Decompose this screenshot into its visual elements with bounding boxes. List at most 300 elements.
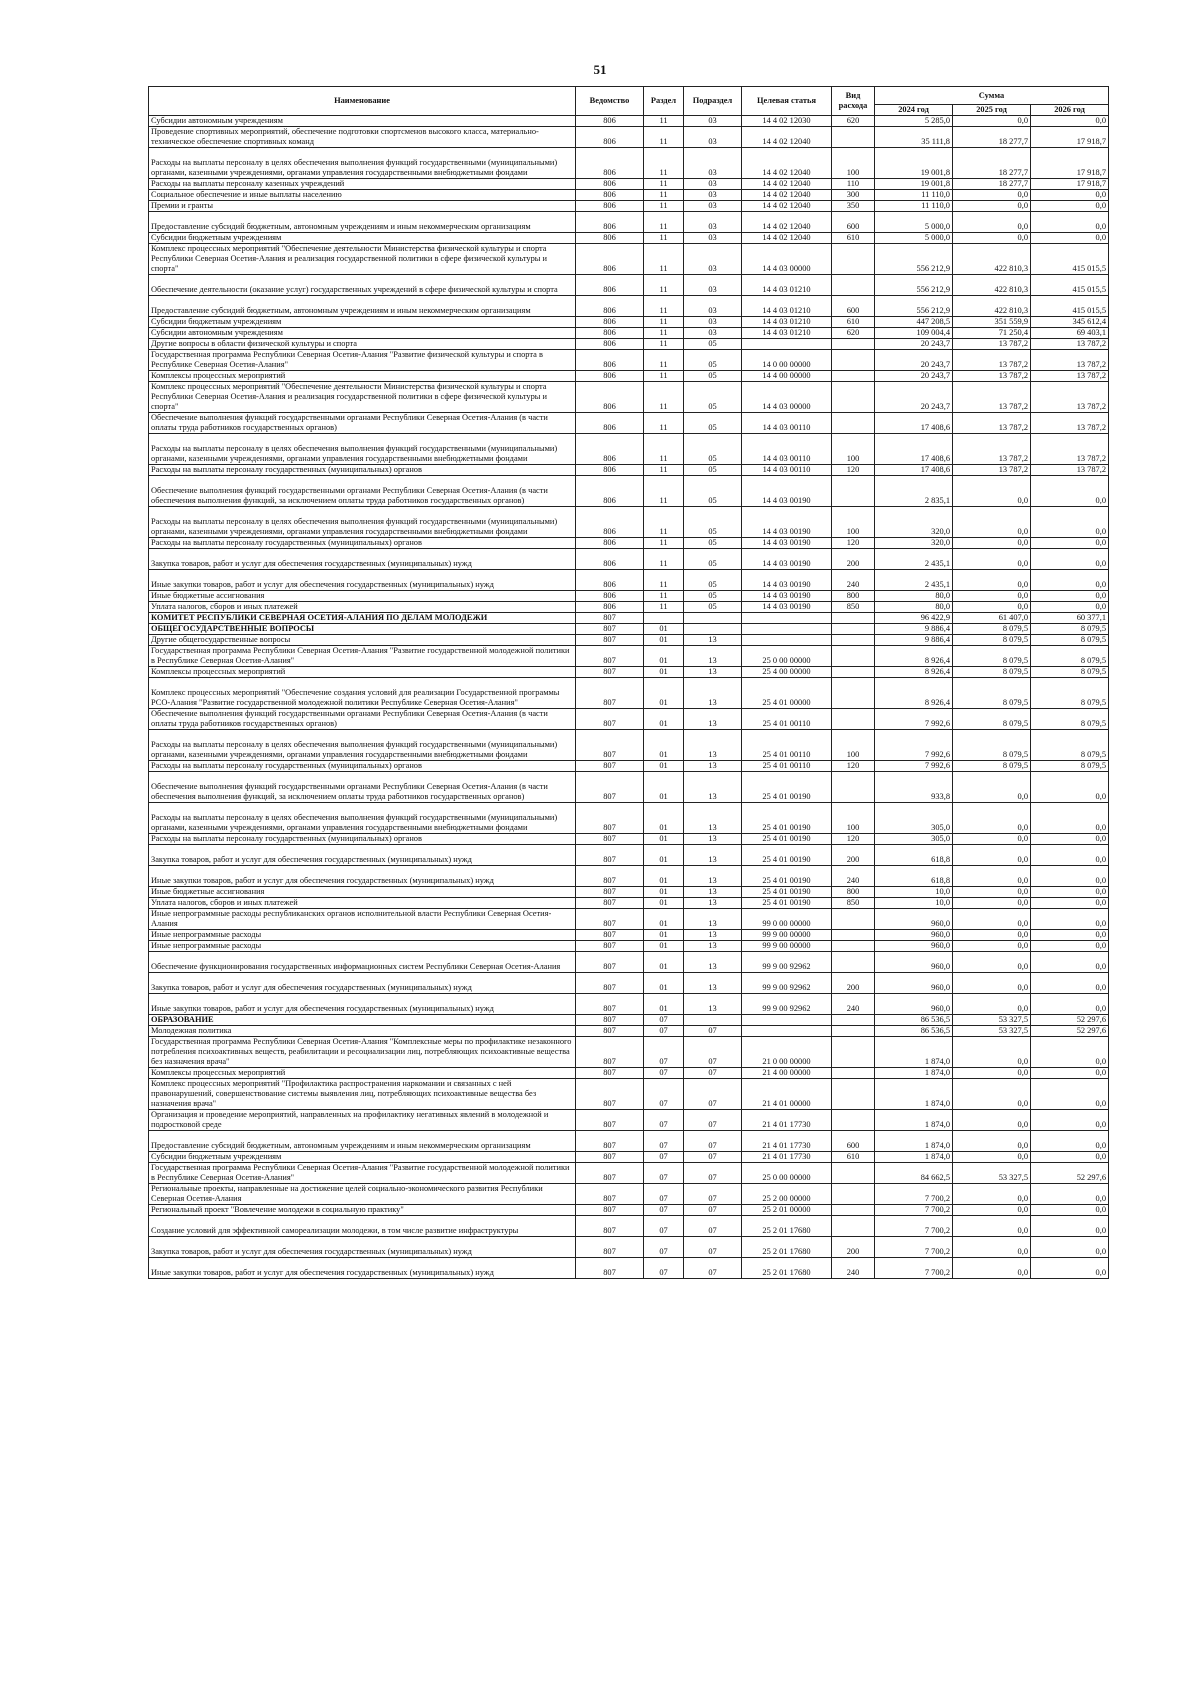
table-cell-name: Обеспечение деятельности (оказание услуг) государственных учреждений в сфере физической культуры и спорта: [149, 275, 576, 296]
table-cell-dept: 807: [576, 635, 644, 646]
table-cell-target: 14 4 03 00110: [742, 413, 832, 434]
table-cell-2025: 18 277,7: [953, 127, 1031, 148]
table-cell-2025: 0,0: [953, 570, 1031, 591]
table-cell-kind: [832, 1205, 875, 1216]
table-cell-2024: 7 700,2: [875, 1184, 953, 1205]
table-cell-name: Иные непрограммные расходы: [149, 941, 576, 952]
header-target: Целевая статья: [742, 87, 832, 116]
table-cell-2025: 0,0: [953, 1068, 1031, 1079]
table-cell-kind: [832, 1110, 875, 1131]
table-cell-target: 25 4 01 00190: [742, 845, 832, 866]
table-cell-subsection: 03: [684, 212, 742, 233]
table-cell-target: [742, 1015, 832, 1026]
table-cell-name: Обеспечение выполнения функций государственными органами Республики Северная Осетия-Алания (в части обеспечения выполнения функций, за исключением оплаты труда работников государственных органов): [149, 772, 576, 803]
table-cell-2024: 1 874,0: [875, 1037, 953, 1068]
table-cell-2025: 0,0: [953, 930, 1031, 941]
table-row: [149, 952, 1109, 973]
table-cell-target: 14 4 03 01210: [742, 328, 832, 339]
table-cell-2026: 0,0: [1031, 549, 1109, 570]
table-cell-2024: 556 212,9: [875, 244, 953, 275]
table-cell-section: 11: [644, 382, 684, 413]
table-row: [149, 624, 1109, 635]
table-cell-kind: [832, 1037, 875, 1068]
table-cell-2025: 0,0: [953, 941, 1031, 952]
table-cell-2026: 0,0: [1031, 994, 1109, 1015]
table-cell-subsection: 13: [684, 994, 742, 1015]
table-cell-name: Иные закупки товаров, работ и услуг для обеспечения государственных (муниципальных) нужд: [149, 866, 576, 887]
table-cell-name: Предоставление субсидий бюджетным, автономным учреждениям и иным некоммерческим организациям: [149, 1131, 576, 1152]
table-cell-2024: 320,0: [875, 507, 953, 538]
table-cell-2025: 0,0: [953, 201, 1031, 212]
table-cell-subsection: 07: [684, 1026, 742, 1037]
table-cell-2026: 0,0: [1031, 866, 1109, 887]
table-cell-section: 07: [644, 1237, 684, 1258]
table-cell-kind: 240: [832, 1258, 875, 1279]
table-cell-kind: 600: [832, 212, 875, 233]
table-cell-section: 07: [644, 1205, 684, 1216]
table-cell-2024: 86 536,5: [875, 1026, 953, 1037]
table-cell-dept: 807: [576, 866, 644, 887]
table-cell-2024: 19 001,8: [875, 179, 953, 190]
table-cell-kind: 620: [832, 328, 875, 339]
table-cell-name: Государственная программа Республики Северная Осетия-Алания "Развитие физической культуры и спорта в Республике Северная Осетия-Алания": [149, 350, 576, 371]
table-cell-section: 01: [644, 909, 684, 930]
table-cell-2026: 415 015,5: [1031, 244, 1109, 275]
table-row: [149, 845, 1109, 866]
table-cell-kind: 110: [832, 179, 875, 190]
table-row: [149, 1237, 1109, 1258]
table-cell-2026: 8 079,5: [1031, 646, 1109, 667]
table-cell-target: 14 4 03 01210: [742, 296, 832, 317]
table-cell-kind: 620: [832, 116, 875, 127]
table-cell-name: Закупка товаров, работ и услуг для обеспечения государственных (муниципальных) нужд: [149, 1237, 576, 1258]
table-cell-target: 25 2 01 17680: [742, 1258, 832, 1279]
table-cell-dept: 807: [576, 973, 644, 994]
table-cell-2025: 0,0: [953, 549, 1031, 570]
table-cell-target: 25 4 01 00190: [742, 803, 832, 834]
table-cell-2026: 0,0: [1031, 201, 1109, 212]
table-cell-subsection: [684, 1015, 742, 1026]
table-cell-section: 07: [644, 1131, 684, 1152]
table-cell-name: Другие вопросы в области физической культуры и спорта: [149, 339, 576, 350]
table-cell-subsection: 03: [684, 275, 742, 296]
table-cell-dept: 807: [576, 624, 644, 635]
table-cell-kind: [832, 613, 875, 624]
table-cell-2024: 7 992,6: [875, 730, 953, 761]
table-row: [149, 772, 1109, 803]
table-cell-2026: 0,0: [1031, 538, 1109, 549]
table-cell-subsection: [684, 613, 742, 624]
table-cell-section: 01: [644, 624, 684, 635]
table-cell-dept: 807: [576, 709, 644, 730]
table-cell-section: 11: [644, 317, 684, 328]
table-cell-name: Молодежная политика: [149, 1026, 576, 1037]
table-cell-section: 01: [644, 941, 684, 952]
table-cell-dept: 806: [576, 382, 644, 413]
table-cell-2026: 60 377,1: [1031, 613, 1109, 624]
table-cell-2024: 960,0: [875, 952, 953, 973]
table-cell-2025: 8 079,5: [953, 646, 1031, 667]
table-cell-dept: 806: [576, 591, 644, 602]
table-cell-dept: 806: [576, 476, 644, 507]
table-cell-kind: 200: [832, 1237, 875, 1258]
table-cell-target: [742, 613, 832, 624]
table-row: [149, 613, 1109, 624]
table-cell-target: 25 2 00 00000: [742, 1184, 832, 1205]
table-cell-dept: 807: [576, 1026, 644, 1037]
table-cell-name: Субсидии автономным учреждениям: [149, 116, 576, 127]
table-cell-name: Предоставление субсидий бюджетным, автономным учреждениям и иным некоммерческим организациям: [149, 212, 576, 233]
table-cell-name: Обеспечение выполнения функций государственными органами Республики Северная Осетия-Алания (в части обеспечения выполнения функций, за исключением оплаты труда работников государственных органов): [149, 476, 576, 507]
table-cell-name: Уплата налогов, сборов и иных платежей: [149, 898, 576, 909]
table-cell-subsection: 07: [684, 1205, 742, 1216]
table-cell-kind: 100: [832, 507, 875, 538]
table-cell-2026: 345 612,4: [1031, 317, 1109, 328]
table-cell-section: 01: [644, 930, 684, 941]
table-cell-2024: 96 422,9: [875, 613, 953, 624]
table-cell-2026: 0,0: [1031, 941, 1109, 952]
table-cell-subsection: 05: [684, 434, 742, 465]
table-row: [149, 339, 1109, 350]
table-cell-kind: [832, 678, 875, 709]
table-cell-target: 14 4 03 00110: [742, 465, 832, 476]
table-cell-target: 99 9 00 92962: [742, 994, 832, 1015]
table-cell-target: 25 4 01 00000: [742, 678, 832, 709]
table-cell-dept: 807: [576, 761, 644, 772]
table-cell-dept: 807: [576, 667, 644, 678]
table-cell-target: 25 0 00 00000: [742, 646, 832, 667]
table-cell-subsection: 03: [684, 127, 742, 148]
table-cell-2024: 1 874,0: [875, 1079, 953, 1110]
table-cell-target: 14 4 02 12040: [742, 212, 832, 233]
table-row: [149, 538, 1109, 549]
table-cell-2025: 0,0: [953, 1037, 1031, 1068]
table-cell-2026: 0,0: [1031, 1110, 1109, 1131]
table-cell-2026: 0,0: [1031, 1152, 1109, 1163]
table-cell-2026: 13 787,2: [1031, 465, 1109, 476]
table-cell-2026: 13 787,2: [1031, 350, 1109, 371]
table-cell-section: 01: [644, 667, 684, 678]
table-cell-2026: 0,0: [1031, 1079, 1109, 1110]
table-cell-2025: 71 250,4: [953, 328, 1031, 339]
table-cell-section: 07: [644, 1068, 684, 1079]
table-row: [149, 1131, 1109, 1152]
table-cell-2024: 19 001,8: [875, 148, 953, 179]
table-cell-2026: 0,0: [1031, 190, 1109, 201]
table-cell-2026: 13 787,2: [1031, 371, 1109, 382]
table-cell-target: 25 4 00 00000: [742, 667, 832, 678]
table-row: [149, 507, 1109, 538]
table-cell-2025: 0,0: [953, 909, 1031, 930]
table-cell-section: [644, 613, 684, 624]
table-cell-name: Обеспечение выполнения функций государственными органами Республики Северная Осетия-Алания (в части оплаты труда работников государственных органов): [149, 709, 576, 730]
table-cell-kind: [832, 371, 875, 382]
table-cell-subsection: 07: [684, 1163, 742, 1184]
table-cell-target: 25 0 00 00000: [742, 1163, 832, 1184]
table-cell-name: Проведение спортивных мероприятий, обеспечение подготовки спортсменов высокого класса, материально-техническое обеспечение спортивных команд: [149, 127, 576, 148]
table-cell-kind: [832, 709, 875, 730]
table-cell-subsection: 07: [684, 1110, 742, 1131]
table-row: [149, 328, 1109, 339]
table-row: [149, 317, 1109, 328]
table-cell-name: Субсидии автономным учреждениям: [149, 328, 576, 339]
table-row: [149, 887, 1109, 898]
table-cell-2024: 84 662,5: [875, 1163, 953, 1184]
table-cell-name: ОБРАЗОВАНИЕ: [149, 1015, 576, 1026]
table-cell-subsection: 03: [684, 190, 742, 201]
table-row: [149, 1079, 1109, 1110]
table-cell-2026: 8 079,5: [1031, 635, 1109, 646]
table-cell-target: 25 4 01 00110: [742, 730, 832, 761]
table-cell-kind: 850: [832, 602, 875, 613]
table-cell-2024: 20 243,7: [875, 371, 953, 382]
table-cell-dept: 807: [576, 1237, 644, 1258]
table-cell-2025: 0,0: [953, 1258, 1031, 1279]
table-row: [149, 941, 1109, 952]
table-cell-section: 01: [644, 994, 684, 1015]
table-cell-2026: 0,0: [1031, 845, 1109, 866]
table-cell-subsection: 03: [684, 179, 742, 190]
table-cell-name: Расходы на выплаты персоналу казенных учреждений: [149, 179, 576, 190]
table-cell-section: 01: [644, 952, 684, 973]
table-cell-target: 21 4 01 17730: [742, 1110, 832, 1131]
table-cell-kind: 100: [832, 148, 875, 179]
table-cell-subsection: 13: [684, 909, 742, 930]
table-cell-section: 11: [644, 549, 684, 570]
table-cell-target: 25 2 01 00000: [742, 1205, 832, 1216]
table-cell-2024: 7 700,2: [875, 1216, 953, 1237]
table-cell-kind: [832, 1079, 875, 1110]
table-cell-2024: 9 886,4: [875, 635, 953, 646]
table-cell-kind: 350: [832, 201, 875, 212]
table-cell-section: 01: [644, 646, 684, 667]
table-cell-2025: 0,0: [953, 973, 1031, 994]
table-cell-2024: 109 004,4: [875, 328, 953, 339]
table-cell-2024: 1 874,0: [875, 1110, 953, 1131]
table-row: [149, 898, 1109, 909]
table-cell-kind: [832, 476, 875, 507]
table-cell-name: Государственная программа Республики Северная Осетия-Алания "Комплексные меры по профилактике незаконного потребления психоактивных веществ, реабилитации и ресоциализации лиц, потребляющих психоактивные вещества без назначения врача": [149, 1037, 576, 1068]
table-row: [149, 591, 1109, 602]
table-cell-2026: 17 918,7: [1031, 127, 1109, 148]
table-cell-kind: 610: [832, 1152, 875, 1163]
table-cell-subsection: 05: [684, 350, 742, 371]
table-cell-2026: 8 079,5: [1031, 667, 1109, 678]
table-cell-target: 14 4 03 00190: [742, 476, 832, 507]
table-cell-section: 11: [644, 339, 684, 350]
table-cell-2025: 422 810,3: [953, 275, 1031, 296]
table-row: [149, 834, 1109, 845]
table-cell-section: 01: [644, 761, 684, 772]
table-cell-2024: 2 435,1: [875, 570, 953, 591]
table-cell-2025: 0,0: [953, 834, 1031, 845]
table-cell-2026: 0,0: [1031, 898, 1109, 909]
table-cell-2024: 80,0: [875, 602, 953, 613]
table-cell-dept: 807: [576, 772, 644, 803]
table-cell-2025: 0,0: [953, 116, 1031, 127]
table-cell-kind: [832, 1216, 875, 1237]
table-cell-dept: 806: [576, 201, 644, 212]
table-cell-2026: 17 918,7: [1031, 179, 1109, 190]
table-cell-target: 99 9 00 92962: [742, 973, 832, 994]
table-cell-subsection: 05: [684, 549, 742, 570]
table-cell-dept: 807: [576, 1258, 644, 1279]
table-cell-section: 11: [644, 507, 684, 538]
table-cell-target: 14 4 03 01210: [742, 275, 832, 296]
table-cell-2024: 960,0: [875, 994, 953, 1015]
table-row: [149, 179, 1109, 190]
table-cell-dept: 806: [576, 371, 644, 382]
table-cell-section: 11: [644, 434, 684, 465]
table-row: [149, 350, 1109, 371]
table-cell-subsection: 05: [684, 538, 742, 549]
table-cell-subsection: 03: [684, 328, 742, 339]
table-cell-2025: 0,0: [953, 190, 1031, 201]
table-cell-name: Расходы на выплаты персоналу государственных (муниципальных) органов: [149, 465, 576, 476]
table-cell-2025: 53 327,5: [953, 1163, 1031, 1184]
table-cell-kind: 300: [832, 190, 875, 201]
table-cell-dept: 807: [576, 678, 644, 709]
table-cell-target: 14 4 00 00000: [742, 371, 832, 382]
table-cell-target: 25 4 01 00190: [742, 834, 832, 845]
table-cell-subsection: 05: [684, 602, 742, 613]
table-cell-name: Региональный проект "Вовлечение молодежи в социальную практику": [149, 1205, 576, 1216]
table-cell-2026: 52 297,6: [1031, 1015, 1109, 1026]
table-cell-target: 25 4 01 00190: [742, 866, 832, 887]
table-cell-kind: 100: [832, 434, 875, 465]
table-row: [149, 233, 1109, 244]
table-row: [149, 761, 1109, 772]
table-cell-section: 11: [644, 179, 684, 190]
table-cell-2024: 7 992,6: [875, 761, 953, 772]
table-cell-2025: 0,0: [953, 1110, 1031, 1131]
table-cell-dept: 806: [576, 339, 644, 350]
table-cell-subsection: 13: [684, 834, 742, 845]
table-row: [149, 434, 1109, 465]
table-cell-section: 11: [644, 148, 684, 179]
table-row: [149, 635, 1109, 646]
table-cell-2025: 422 810,3: [953, 296, 1031, 317]
table-cell-2024: 10,0: [875, 887, 953, 898]
table-cell-name: Премии и гранты: [149, 201, 576, 212]
table-cell-kind: 120: [832, 538, 875, 549]
table-cell-subsection: 13: [684, 646, 742, 667]
table-cell-subsection: 05: [684, 591, 742, 602]
table-cell-2026: 8 079,5: [1031, 761, 1109, 772]
table-cell-subsection: 13: [684, 887, 742, 898]
table-cell-dept: 807: [576, 730, 644, 761]
table-cell-name: Закупка товаров, работ и услуг для обеспечения государственных (муниципальных) нужд: [149, 973, 576, 994]
table-cell-2025: 0,0: [953, 233, 1031, 244]
table-cell-subsection: 13: [684, 898, 742, 909]
table-cell-dept: 806: [576, 127, 644, 148]
table-cell-subsection: 13: [684, 730, 742, 761]
table-cell-name: Субсидии бюджетным учреждениям: [149, 233, 576, 244]
table-cell-kind: 610: [832, 317, 875, 328]
table-cell-section: 01: [644, 709, 684, 730]
table-cell-kind: [832, 646, 875, 667]
table-cell-2025: 0,0: [953, 803, 1031, 834]
table-cell-kind: [832, 667, 875, 678]
table-cell-name: Субсидии бюджетным учреждениям: [149, 1152, 576, 1163]
table-cell-2026: 13 787,2: [1031, 339, 1109, 350]
table-cell-target: 25 4 01 00110: [742, 761, 832, 772]
table-cell-2024: 17 408,6: [875, 465, 953, 476]
table-cell-dept: 807: [576, 930, 644, 941]
table-cell-section: 11: [644, 538, 684, 549]
table-cell-target: 14 4 03 01210: [742, 317, 832, 328]
table-cell-subsection: 07: [684, 1216, 742, 1237]
table-cell-dept: 806: [576, 507, 644, 538]
table-cell-2024: 86 536,5: [875, 1015, 953, 1026]
table-cell-2026: 0,0: [1031, 1258, 1109, 1279]
table-cell-2026: 13 787,2: [1031, 413, 1109, 434]
table-cell-dept: 806: [576, 317, 644, 328]
table-cell-2025: 0,0: [953, 1152, 1031, 1163]
table-cell-target: 14 4 02 12040: [742, 233, 832, 244]
table-cell-section: 07: [644, 1184, 684, 1205]
table-cell-section: 11: [644, 190, 684, 201]
table-cell-target: 14 4 02 12040: [742, 201, 832, 212]
table-cell-2025: 0,0: [953, 1205, 1031, 1216]
table-cell-2026: 13 787,2: [1031, 382, 1109, 413]
table-cell-2026: 17 918,7: [1031, 148, 1109, 179]
table-row: [149, 602, 1109, 613]
table-cell-subsection: 05: [684, 371, 742, 382]
table-cell-2026: 0,0: [1031, 952, 1109, 973]
table-cell-kind: [832, 941, 875, 952]
table-cell-target: 25 4 01 00190: [742, 772, 832, 803]
table-cell-subsection: 05: [684, 382, 742, 413]
table-cell-2025: 8 079,5: [953, 624, 1031, 635]
table-cell-kind: [832, 127, 875, 148]
table-cell-2024: 1 874,0: [875, 1068, 953, 1079]
table-cell-kind: 200: [832, 973, 875, 994]
table-cell-2024: 8 926,4: [875, 646, 953, 667]
table-cell-name: Уплата налогов, сборов и иных платежей: [149, 602, 576, 613]
table-cell-name: Иные закупки товаров, работ и услуг для обеспечения государственных (муниципальных) нужд: [149, 570, 576, 591]
table-cell-dept: 806: [576, 434, 644, 465]
table-cell-dept: 807: [576, 1131, 644, 1152]
table-cell-name: Расходы на выплаты персоналу в целях обеспечения выполнения функций государственными (муниципальными) органами, казенными учреждениями, органами управления государственными внебюджетными фондами: [149, 507, 576, 538]
table-cell-2024: 7 700,2: [875, 1258, 953, 1279]
table-cell-target: 14 4 03 00190: [742, 570, 832, 591]
table-cell-section: 07: [644, 1258, 684, 1279]
header-sum: Сумма: [875, 87, 1109, 105]
table-cell-name: Расходы на выплаты персоналу государственных (муниципальных) органов: [149, 761, 576, 772]
page-number: 51: [593, 62, 607, 77]
table-cell-name: Расходы на выплаты персоналу государственных (муниципальных) органов: [149, 538, 576, 549]
table-cell-name: Комплексы процессных мероприятий: [149, 667, 576, 678]
table-row: [149, 296, 1109, 317]
table-cell-kind: [832, 275, 875, 296]
table-cell-2025: 8 079,5: [953, 709, 1031, 730]
table-row: [149, 1216, 1109, 1237]
table-cell-2024: 20 243,7: [875, 382, 953, 413]
table-cell-2026: 69 403,1: [1031, 328, 1109, 339]
table-cell-2026: 13 787,2: [1031, 434, 1109, 465]
table-cell-subsection: 03: [684, 317, 742, 328]
table-cell-2024: 556 212,9: [875, 275, 953, 296]
table-cell-kind: [832, 1163, 875, 1184]
table-cell-2024: 305,0: [875, 803, 953, 834]
table-cell-kind: 120: [832, 761, 875, 772]
table-cell-2026: 415 015,5: [1031, 275, 1109, 296]
table-cell-kind: 240: [832, 866, 875, 887]
table-row: [149, 930, 1109, 941]
table-cell-2026: 8 079,5: [1031, 624, 1109, 635]
table-cell-dept: 807: [576, 646, 644, 667]
